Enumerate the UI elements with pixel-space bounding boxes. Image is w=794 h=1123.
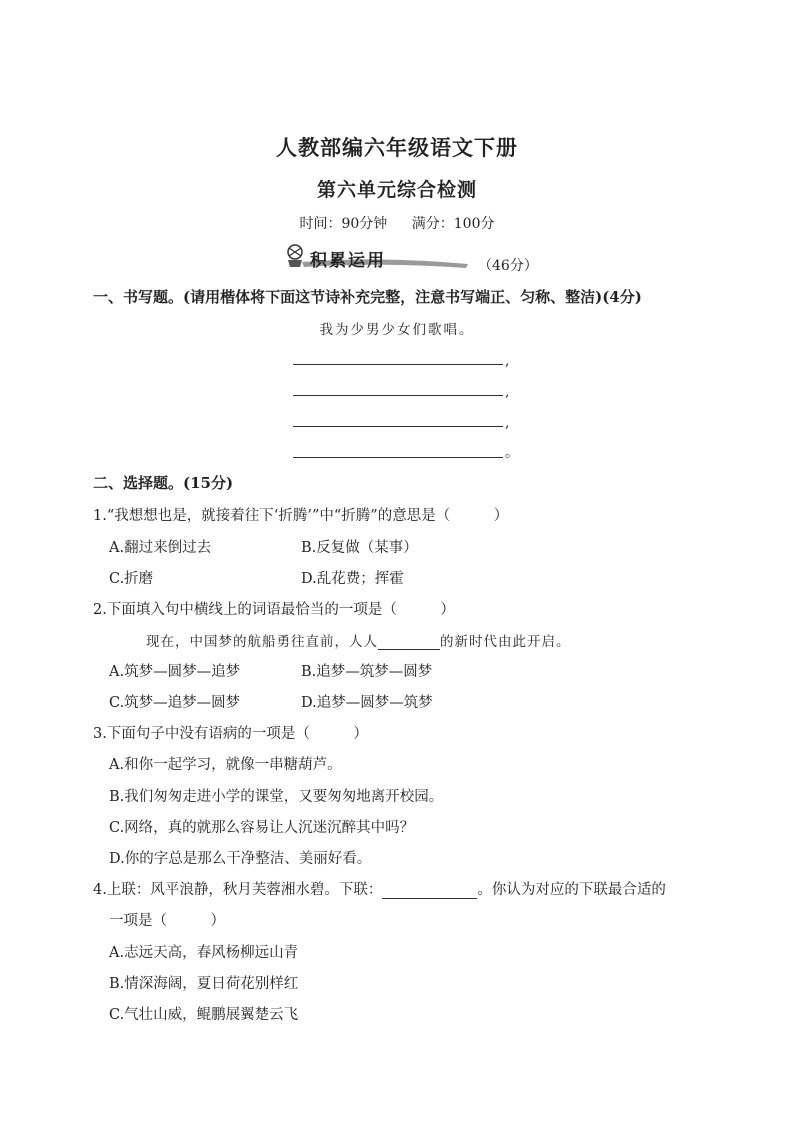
option-d[interactable]: D.追梦—圆梦—筑梦 xyxy=(301,695,433,711)
exam-time: 时间：90分钟 xyxy=(299,216,388,232)
section-banner xyxy=(280,240,540,274)
section-label: 积累运用 xyxy=(310,251,386,271)
section-points: （46分） xyxy=(478,258,538,274)
option-b[interactable]: B.反复做（某事） xyxy=(301,540,418,556)
poem-first-line: 我为少男少女们歌唱。 xyxy=(319,322,475,338)
page-title: 人教部编六年级语文下册 xyxy=(276,135,518,160)
question-stem: 1.“我想想也是，就接着往下‘折腾’”中“折腾”的意思是（ ） xyxy=(93,508,509,524)
option-a[interactable]: A.翻过来倒过去 xyxy=(109,540,212,556)
option-b[interactable]: B.情深海阔，夏日荷花别样红 xyxy=(109,976,299,992)
question-quote: 现在，中国梦的航船勇往直前，人人 的新时代由此开启。 xyxy=(146,634,571,650)
option-c[interactable]: C.筑梦—追梦—圆梦 xyxy=(109,695,241,711)
question-stem: 4.上联：风平浪静，秋月芙蓉湘水碧。下联： 。你认为对应的下联最合适的 xyxy=(93,882,666,898)
fill-blank[interactable] xyxy=(382,884,477,899)
question-stem: 3.下面句子中没有语病的一项是（ ） xyxy=(93,726,368,742)
poem-blank-2[interactable]: , xyxy=(293,376,523,396)
exam-meta xyxy=(0,213,794,233)
option-d[interactable]: D.你的字总是那么干净整洁、美丽好看。 xyxy=(109,851,372,867)
option-a[interactable]: A.筑梦—圆梦—追梦 xyxy=(109,664,241,680)
option-a[interactable]: A.和你一起学习，就像一串糖葫芦。 xyxy=(109,757,342,773)
option-a[interactable]: A.志远天高，春风杨柳远山青 xyxy=(109,945,299,961)
option-c[interactable]: C.网络，真的就那么容易让人沉迷沉醉其中吗？ xyxy=(109,820,415,836)
exam-score: 满分：100分 xyxy=(411,216,495,232)
option-c[interactable]: C.折磨 xyxy=(109,571,154,587)
poem-blank-3[interactable]: , xyxy=(293,407,523,427)
fill-blank[interactable] xyxy=(378,635,440,650)
question-stem: 2.下面填入句中横线上的词语最恰当的一项是（ ） xyxy=(93,602,455,618)
page-subtitle: 第六单元综合检测 xyxy=(316,179,477,201)
option-d[interactable]: D.乱花费；挥霍 xyxy=(301,571,404,587)
question-heading-2: 二、选择题。(15分) xyxy=(93,474,234,492)
question-heading-1: 一、书写题。(请用楷体将下面这节诗补充完整，注意书写端正、匀称、整洁)(4分) xyxy=(93,288,642,306)
question-stem-cont: 一项是（ ） xyxy=(109,913,225,929)
option-c[interactable]: C.气壮山威，鲲鹏展翼楚云飞 xyxy=(109,1007,299,1023)
option-b[interactable]: B.追梦—筑梦—圆梦 xyxy=(301,664,433,680)
poem-blank-1[interactable]: , xyxy=(293,345,523,365)
option-b[interactable]: B.我们匆匆走进小学的课堂，又要匆匆地离开校园。 xyxy=(109,789,444,805)
poem-blank-4[interactable]: 。 xyxy=(293,438,523,458)
